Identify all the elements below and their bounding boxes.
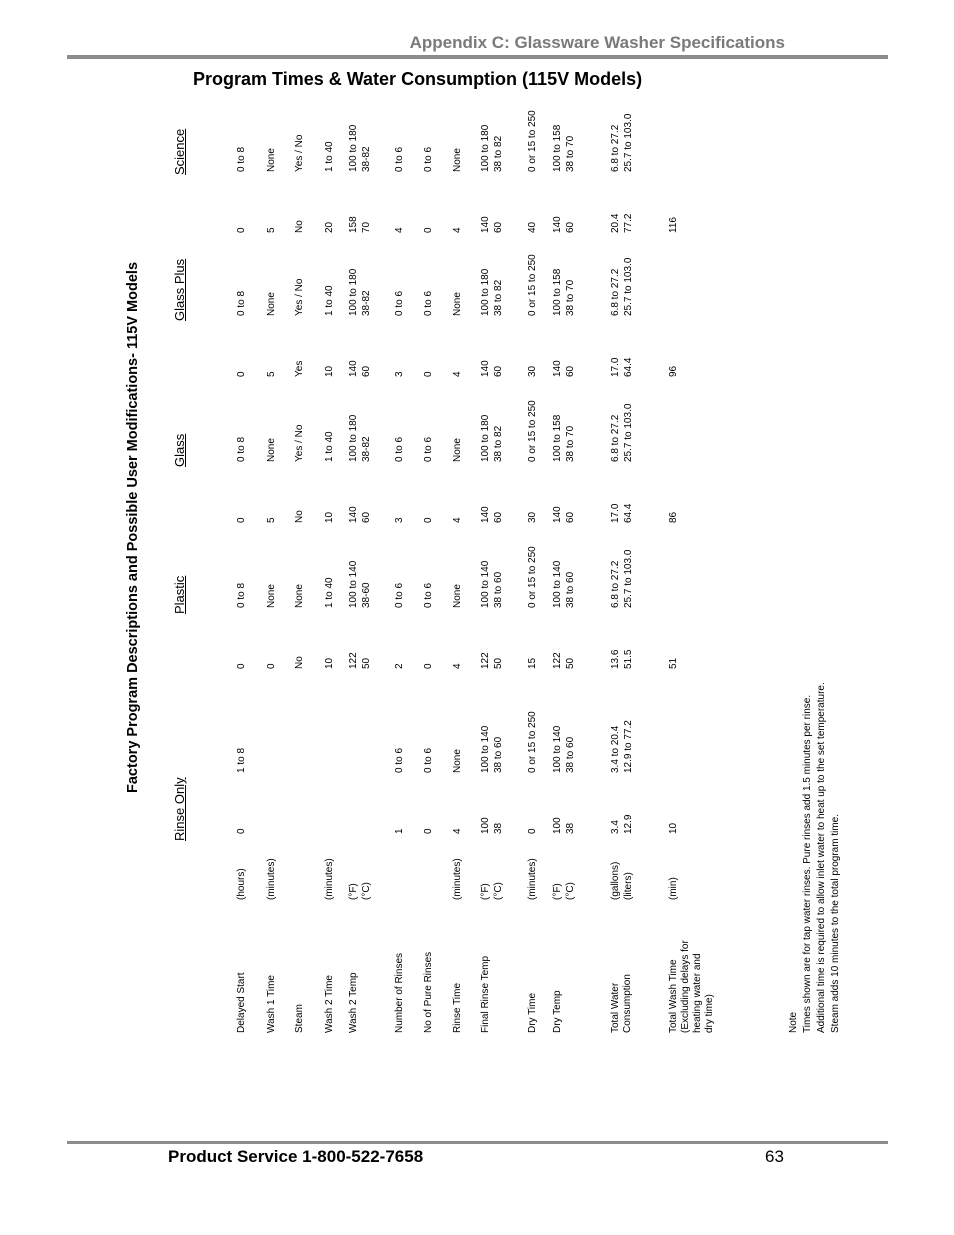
table-title: Factory Program Descriptions and Possible User Modifications- 115V Models bbox=[125, 261, 141, 793]
table-cell: 140 bbox=[480, 216, 491, 233]
table-cell: 3 bbox=[394, 371, 405, 377]
table-cell: 38 to 82 bbox=[493, 135, 504, 172]
row-unit: (liters) bbox=[623, 872, 634, 900]
table-cell: 1 to 40 bbox=[324, 285, 335, 316]
table-cell: 140 bbox=[552, 360, 563, 377]
table-cell: 122 bbox=[552, 652, 563, 669]
table-cell: 5 bbox=[266, 371, 277, 377]
table-cell: 25.7 to 103.0 bbox=[623, 403, 634, 462]
table-cell: Yes / No bbox=[294, 424, 305, 462]
table-cell: None bbox=[266, 584, 277, 608]
table-cell: 1 to 40 bbox=[324, 141, 335, 172]
table-cell: 25.7 to 103.0 bbox=[623, 257, 634, 316]
table-cell: 4 bbox=[394, 227, 405, 233]
table-cell: 140 bbox=[348, 506, 359, 523]
table-cell: 38 to 60 bbox=[565, 736, 576, 773]
table-cell: No bbox=[294, 510, 305, 523]
row-label: dry time) bbox=[704, 994, 715, 1033]
row-unit: (minutes) bbox=[452, 858, 463, 900]
row-label: Final Rinse Temp bbox=[480, 955, 491, 1033]
table-cell: 20 bbox=[324, 221, 335, 233]
table-cell: None bbox=[452, 749, 463, 773]
table-cell: 0 bbox=[423, 517, 434, 523]
table-cell: 0 bbox=[423, 828, 434, 834]
table-cell: No bbox=[294, 656, 305, 669]
table-cell: 51.5 bbox=[623, 649, 634, 669]
table-cell: 0 to 6 bbox=[423, 146, 434, 172]
table-cell: 1 to 8 bbox=[236, 747, 247, 773]
table-cell: 60 bbox=[565, 511, 576, 523]
table-cell: 100 to 140 bbox=[552, 725, 563, 773]
table-cell: 38 to 60 bbox=[493, 571, 504, 608]
table-cell: 0 to 6 bbox=[423, 436, 434, 462]
row-label: heating water and bbox=[692, 953, 703, 1033]
row-label: Wash 2 Time bbox=[324, 975, 335, 1033]
rotated-program-table bbox=[125, 110, 845, 1063]
row-unit: (°F) bbox=[480, 883, 491, 900]
table-cell: 86 bbox=[668, 511, 679, 523]
section-title: Program Times & Water Consumption (115V Models) bbox=[193, 69, 643, 89]
table-cell: 10 bbox=[324, 365, 335, 377]
table-cell: 140 bbox=[480, 506, 491, 523]
table-cell: None bbox=[266, 148, 277, 172]
table-cell: 38-82 bbox=[361, 436, 372, 462]
table-cell: 5 bbox=[266, 227, 277, 233]
table-cell: 0 or 15 to 250 bbox=[527, 110, 538, 172]
table-cell: 50 bbox=[361, 657, 372, 669]
table-cell: 0 to 8 bbox=[236, 582, 247, 608]
table-cell: 100 to 180 bbox=[480, 268, 491, 316]
program-header-plastic: Plastic bbox=[172, 575, 187, 614]
table-cell: 13.6 bbox=[610, 649, 621, 669]
footer-rule bbox=[67, 1141, 888, 1144]
table-cell: 30 bbox=[527, 365, 538, 377]
table-cell: 100 to 180 bbox=[480, 414, 491, 462]
note-heading: Note bbox=[788, 1011, 799, 1033]
table-cell: 4 bbox=[452, 227, 463, 233]
row-label: Total Water bbox=[610, 982, 621, 1033]
table-cell: 6.8 to 27.2 bbox=[610, 268, 621, 316]
row-label: Dry Time bbox=[527, 993, 538, 1033]
table-cell: 0 to 6 bbox=[394, 290, 405, 316]
table-cell: 38 to 70 bbox=[565, 279, 576, 316]
row-label: Steam bbox=[294, 1004, 305, 1033]
table-cell: 38-60 bbox=[361, 582, 372, 608]
table-cell: None bbox=[266, 292, 277, 316]
table-cell: 100 bbox=[480, 817, 491, 834]
table-cell: 17.0 bbox=[610, 503, 621, 523]
table-cell: 100 to 180 bbox=[348, 414, 359, 462]
table-cell: 100 to 140 bbox=[348, 560, 359, 608]
table-cell: 1 to 40 bbox=[324, 431, 335, 462]
table-cell: 0 to 6 bbox=[423, 582, 434, 608]
table-cell: 0 bbox=[236, 227, 247, 233]
row-label: Delayed Start bbox=[236, 972, 247, 1033]
table-cell: 0 bbox=[423, 227, 434, 233]
row-unit: (minutes) bbox=[266, 858, 277, 900]
table-cell: 12.9 bbox=[623, 814, 634, 834]
table-cell: None bbox=[266, 438, 277, 462]
table-cell: 3.4 bbox=[610, 820, 621, 834]
row-label: No of Pure Rinses bbox=[423, 951, 434, 1033]
row-unit: (minutes) bbox=[324, 858, 335, 900]
appendix-title: Appendix C: Glassware Washer Specifications bbox=[409, 33, 785, 52]
table-cell: None bbox=[294, 584, 305, 608]
table-cell: 6.8 to 27.2 bbox=[610, 560, 621, 608]
table-cell: 96 bbox=[668, 365, 679, 377]
table-cell: 100 bbox=[552, 817, 563, 834]
row-label: (Excluding delays for bbox=[680, 940, 691, 1033]
table-cell: 77.2 bbox=[623, 213, 634, 233]
page-number: 63 bbox=[765, 1147, 784, 1166]
table-cell: 140 bbox=[552, 506, 563, 523]
table-cell: 5 bbox=[266, 517, 277, 523]
table-cell: 100 to 140 bbox=[552, 560, 563, 608]
table-cell: 10 bbox=[324, 511, 335, 523]
table-cell: 140 bbox=[348, 360, 359, 377]
table-cell: 0 bbox=[527, 828, 538, 834]
table-cell: 100 to 140 bbox=[480, 560, 491, 608]
product-service-phone: Product Service 1-800-522-7658 bbox=[168, 1147, 424, 1166]
note-line: Steam adds 10 minutes to the total program time. bbox=[830, 814, 841, 1033]
table-cell: 60 bbox=[361, 365, 372, 377]
program-header-rinse-only: Rinse Only bbox=[172, 777, 187, 841]
table-cell: 0 to 8 bbox=[236, 436, 247, 462]
table-cell: 140 bbox=[552, 216, 563, 233]
row-label: Dry Temp bbox=[552, 990, 563, 1033]
row-label: Rinse Time bbox=[452, 982, 463, 1033]
table-cell: 50 bbox=[565, 657, 576, 669]
table-cell: 38 to 70 bbox=[565, 135, 576, 172]
table-cell: 0 or 15 to 250 bbox=[527, 400, 538, 462]
table-cell: 100 to 180 bbox=[480, 124, 491, 172]
table-cell: 0 bbox=[423, 663, 434, 669]
table-cell: None bbox=[452, 292, 463, 316]
row-unit: (°F) bbox=[552, 883, 563, 900]
table-cell: 50 bbox=[493, 657, 504, 669]
table-cell: 60 bbox=[565, 221, 576, 233]
row-label: Consumption bbox=[622, 974, 633, 1033]
table-cell: 64.4 bbox=[623, 503, 634, 523]
table-cell: 64.4 bbox=[623, 357, 634, 377]
table-cell: 1 bbox=[394, 828, 405, 834]
table-cell: 60 bbox=[565, 365, 576, 377]
row-label: Wash 1 Time bbox=[266, 975, 277, 1033]
row-unit: (minutes) bbox=[527, 858, 538, 900]
table-cell: 38 bbox=[565, 822, 576, 834]
row-unit: (min) bbox=[668, 877, 679, 900]
table-cell: 0 to 8 bbox=[236, 146, 247, 172]
table-cell: 1 to 40 bbox=[324, 577, 335, 608]
table-cell: 40 bbox=[527, 221, 538, 233]
table-cell: 0 to 6 bbox=[394, 436, 405, 462]
table-cell: 6.8 to 27.2 bbox=[610, 414, 621, 462]
table-cell: 0 or 15 to 250 bbox=[527, 546, 538, 608]
row-unit: (°C) bbox=[565, 882, 576, 900]
row-unit: (°C) bbox=[361, 882, 372, 900]
table-cell: 38 to 82 bbox=[493, 425, 504, 462]
table-cell: 100 to 180 bbox=[348, 124, 359, 172]
table-cell: 60 bbox=[361, 511, 372, 523]
table-cell: 10 bbox=[324, 657, 335, 669]
program-header-science: Science bbox=[172, 128, 187, 175]
table-cell: 20.4 bbox=[610, 213, 621, 233]
table-cell: 38 to 60 bbox=[493, 736, 504, 773]
table-cell: 0 to 6 bbox=[423, 290, 434, 316]
table-cell: 4 bbox=[452, 517, 463, 523]
row-label: Number of Rinses bbox=[394, 952, 405, 1033]
table-cell: 0 to 6 bbox=[423, 747, 434, 773]
table-cell: None bbox=[452, 438, 463, 462]
table-cell: 3.4 to 20.4 bbox=[610, 725, 621, 773]
table-cell: 0 bbox=[423, 371, 434, 377]
table-cell: 0 or 15 to 250 bbox=[527, 254, 538, 316]
table-cell: 38-82 bbox=[361, 146, 372, 172]
table-cell: Yes / No bbox=[294, 134, 305, 172]
table-cell: 140 bbox=[480, 360, 491, 377]
table-cell: 25.7 to 103.0 bbox=[623, 113, 634, 172]
row-label: Wash 2 Temp bbox=[348, 972, 359, 1033]
table-cell: No bbox=[294, 220, 305, 233]
table-cell: 122 bbox=[348, 652, 359, 669]
table-cell: Yes / No bbox=[294, 278, 305, 316]
table-cell: 0 bbox=[236, 517, 247, 523]
table-cell: 10 bbox=[668, 822, 679, 834]
table-cell: 4 bbox=[452, 828, 463, 834]
table-cell: Yes bbox=[294, 360, 305, 377]
header-rule bbox=[67, 55, 888, 59]
table-cell: 12.9 to 77.2 bbox=[623, 720, 634, 773]
table-cell: 100 to 158 bbox=[552, 268, 563, 316]
table-cell: 0 to 8 bbox=[236, 290, 247, 316]
table-cell: 60 bbox=[493, 511, 504, 523]
program-header-glass: Glass bbox=[172, 433, 187, 467]
row-unit: (°F) bbox=[348, 883, 359, 900]
row-label: Total Wash Time bbox=[668, 959, 679, 1033]
table-cell: 158 bbox=[348, 216, 359, 233]
table-cell: 100 to 140 bbox=[480, 725, 491, 773]
table-cell: 0 bbox=[236, 828, 247, 834]
note-line: Additional time is required to allow inlet water to heat up to the set temperature. bbox=[816, 682, 827, 1033]
table-cell: 0 to 6 bbox=[394, 747, 405, 773]
table-cell: 100 to 158 bbox=[552, 414, 563, 462]
table-cell: 25.7 to 103.0 bbox=[623, 549, 634, 608]
table-cell: 51 bbox=[668, 657, 679, 669]
table-cell: 0 to 6 bbox=[394, 582, 405, 608]
table-cell: 100 to 180 bbox=[348, 268, 359, 316]
row-unit: (°C) bbox=[493, 882, 504, 900]
table-cell: 100 to 158 bbox=[552, 124, 563, 172]
table-cell: 0 or 15 to 250 bbox=[527, 711, 538, 773]
table-cell: 38 bbox=[493, 822, 504, 834]
table-cell: 122 bbox=[480, 652, 491, 669]
table-cell: 38 to 70 bbox=[565, 425, 576, 462]
table-cell: 60 bbox=[493, 365, 504, 377]
table-cell: 4 bbox=[452, 371, 463, 377]
table-cell: 116 bbox=[668, 217, 679, 233]
table-cell: 0 bbox=[236, 371, 247, 377]
table-cell: 38 to 60 bbox=[565, 571, 576, 608]
table-cell: 6.8 to 27.2 bbox=[610, 124, 621, 172]
table-cell: 4 bbox=[452, 663, 463, 669]
table-cell: None bbox=[452, 584, 463, 608]
table-cell: 60 bbox=[493, 221, 504, 233]
table-cell: 0 bbox=[266, 663, 277, 669]
row-unit: (gallons) bbox=[610, 861, 621, 900]
table-cell: 38-82 bbox=[361, 290, 372, 316]
note-line: Times shown are for tap water rinses. Pure rinses add 1.5 minutes per rinse. bbox=[802, 694, 813, 1033]
table-cell: 0 bbox=[236, 663, 247, 669]
table-cell: 15 bbox=[527, 657, 538, 669]
table-cell: 70 bbox=[361, 221, 372, 233]
table-cell: 30 bbox=[527, 511, 538, 523]
table-cell: 38 to 82 bbox=[493, 279, 504, 316]
row-unit: (hours) bbox=[236, 868, 247, 900]
table-cell: 17.0 bbox=[610, 357, 621, 377]
table-cell: 3 bbox=[394, 517, 405, 523]
table-cell: 0 to 6 bbox=[394, 146, 405, 172]
table-cell: None bbox=[452, 148, 463, 172]
table-cell: 2 bbox=[394, 663, 405, 669]
program-header-glass-plus: Glass Plus bbox=[172, 258, 187, 321]
